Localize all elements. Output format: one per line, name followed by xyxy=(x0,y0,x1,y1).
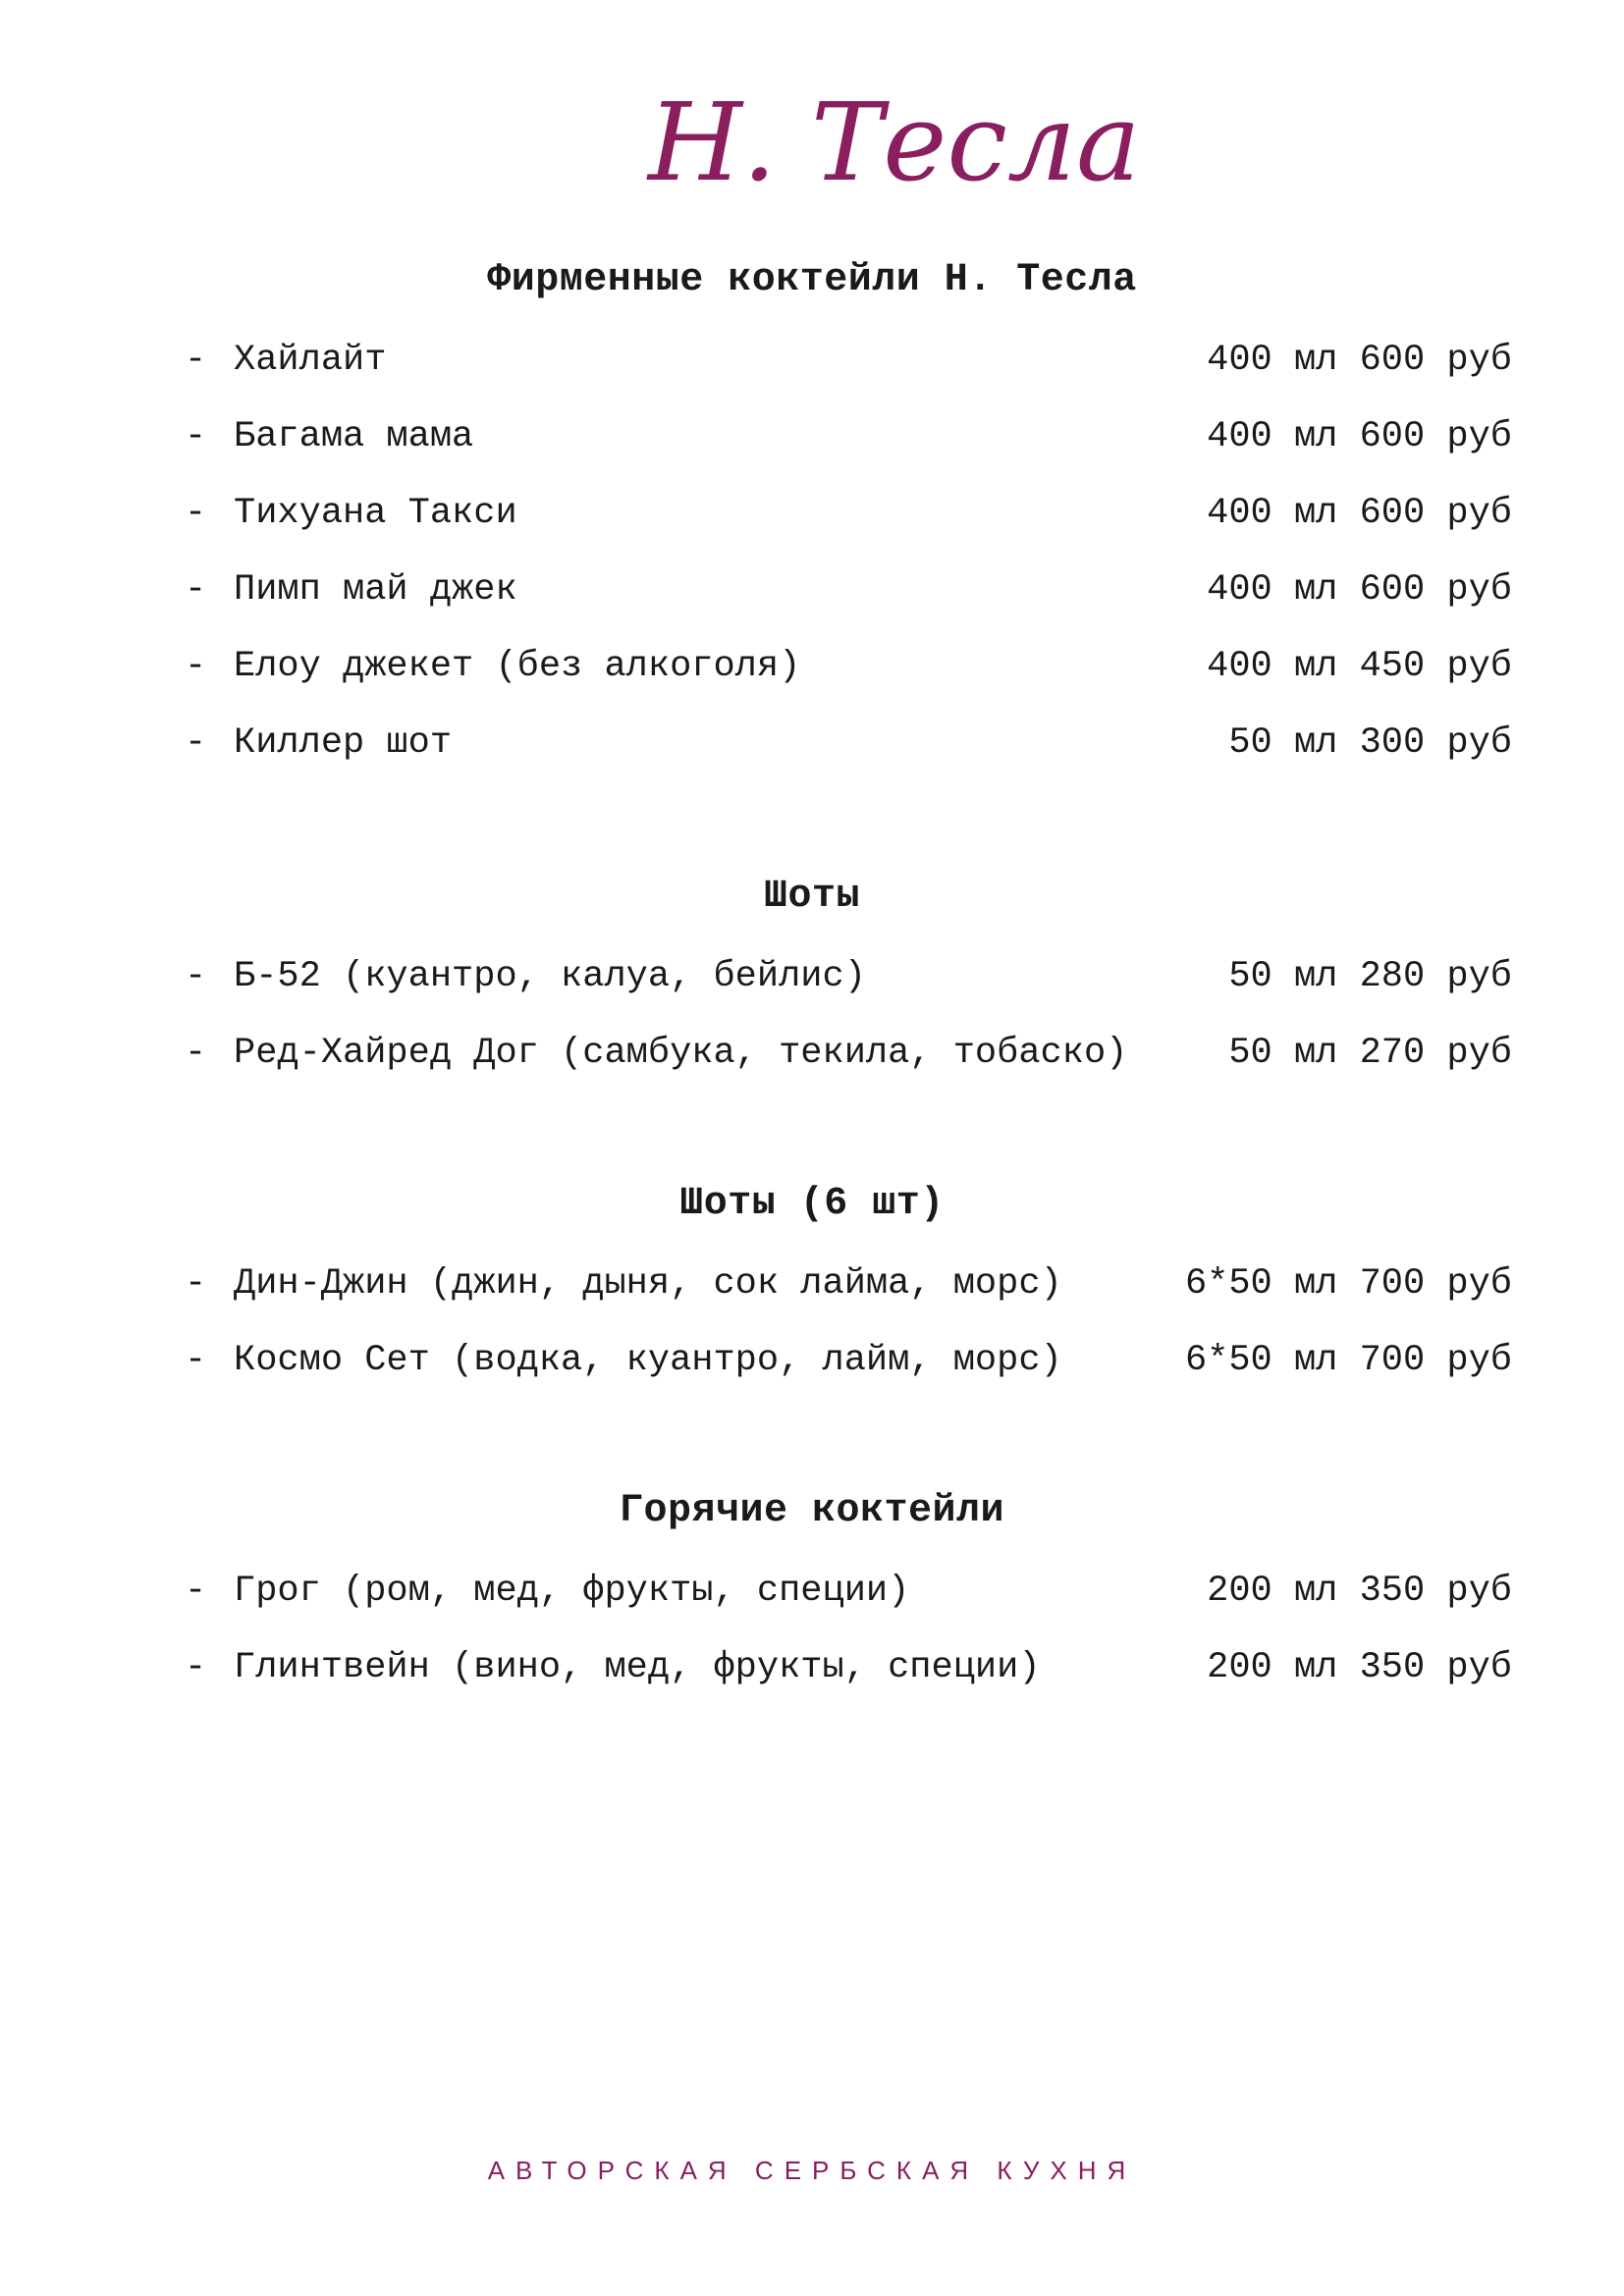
item-price: 6*50 мл 700 руб xyxy=(1184,1263,1512,1305)
bullet-dash: - xyxy=(185,1571,207,1612)
item-name: Хайлайт xyxy=(234,340,387,381)
bullet-dash: - xyxy=(185,956,207,997)
menu-item xyxy=(0,1639,1624,1716)
section-title: Горячие коктейли xyxy=(619,1489,1005,1533)
logo xyxy=(648,80,1141,205)
menu-section-hot-cocktails xyxy=(0,1482,1624,1716)
menu-list xyxy=(0,1563,1624,1716)
menu-item xyxy=(0,1025,1624,1101)
menu-item xyxy=(0,638,1624,715)
bullet-dash: - xyxy=(185,493,207,534)
menu-list xyxy=(0,948,1624,1101)
section-title: Фирменные коктейли Н. Тесла xyxy=(487,258,1137,302)
item-price: 50 мл 280 руб xyxy=(1228,956,1512,997)
bullet-dash: - xyxy=(185,1647,207,1688)
item-name: Тихуана Такси xyxy=(234,493,517,534)
item-name: Елоу джекет (без алкоголя) xyxy=(234,646,801,687)
logo-signature xyxy=(648,80,1141,205)
item-price: 200 мл 350 руб xyxy=(1207,1571,1512,1612)
item-name: Пимп май джек xyxy=(234,569,517,611)
item-price: 400 мл 600 руб xyxy=(1207,569,1512,611)
item-price: 50 мл 270 руб xyxy=(1228,1033,1512,1074)
menu-item xyxy=(0,1563,1624,1639)
logo-text: Н. Тесла xyxy=(648,80,1141,205)
bullet-dash: - xyxy=(185,1340,207,1381)
menu-section-signature-cocktails xyxy=(0,251,1624,791)
menu-item xyxy=(0,715,1624,791)
item-name: Грог (ром, мед, фрукты, специи) xyxy=(234,1571,910,1612)
item-price: 400 мл 600 руб xyxy=(1207,340,1512,381)
bullet-dash: - xyxy=(185,416,207,457)
section-title: Шоты xyxy=(763,875,860,919)
item-name: Космо Сет (водка, куантро, лайм, морс) xyxy=(234,1340,1062,1381)
item-price: 200 мл 350 руб xyxy=(1207,1647,1512,1688)
menu-item xyxy=(0,332,1624,408)
menu-item xyxy=(0,948,1624,1025)
bullet-dash: - xyxy=(185,569,207,611)
menu-section-shots xyxy=(0,868,1624,1101)
section-title: Шоты (6 шт) xyxy=(679,1182,945,1226)
item-name: Ред-Хайред Дог (самбука, текила, тобаско) xyxy=(234,1033,1128,1074)
menu-section-shot-sets xyxy=(0,1175,1624,1409)
bullet-dash: - xyxy=(185,1263,207,1305)
item-price: 50 мл 300 руб xyxy=(1228,722,1512,764)
bullet-dash: - xyxy=(185,340,207,381)
item-price: 400 мл 600 руб xyxy=(1207,493,1512,534)
item-price: 400 мл 600 руб xyxy=(1207,416,1512,457)
menu-item xyxy=(0,485,1624,561)
bullet-dash: - xyxy=(185,722,207,764)
item-price: 400 мл 450 руб xyxy=(1207,646,1512,687)
menu-item xyxy=(0,561,1624,638)
item-price: 6*50 мл 700 руб xyxy=(1184,1340,1512,1381)
menu-item xyxy=(0,1255,1624,1332)
menu-list xyxy=(0,332,1624,791)
item-name: Дин-Джин (джин, дыня, сок лайма, морс) xyxy=(234,1263,1062,1305)
item-name: Б-52 (куантро, калуа, бейлис) xyxy=(234,956,866,997)
item-name: Киллер шот xyxy=(234,722,453,764)
bullet-dash: - xyxy=(185,1033,207,1074)
menu-item xyxy=(0,408,1624,485)
menu-list xyxy=(0,1255,1624,1409)
item-name: Багама мама xyxy=(234,416,474,457)
footer-tagline: АВТОРСКАЯ СЕРБСКАЯ КУХНЯ xyxy=(487,2156,1137,2185)
item-name: Глинтвейн (вино, мед, фрукты, специи) xyxy=(234,1647,1041,1688)
bullet-dash: - xyxy=(185,646,207,687)
menu-item xyxy=(0,1332,1624,1409)
